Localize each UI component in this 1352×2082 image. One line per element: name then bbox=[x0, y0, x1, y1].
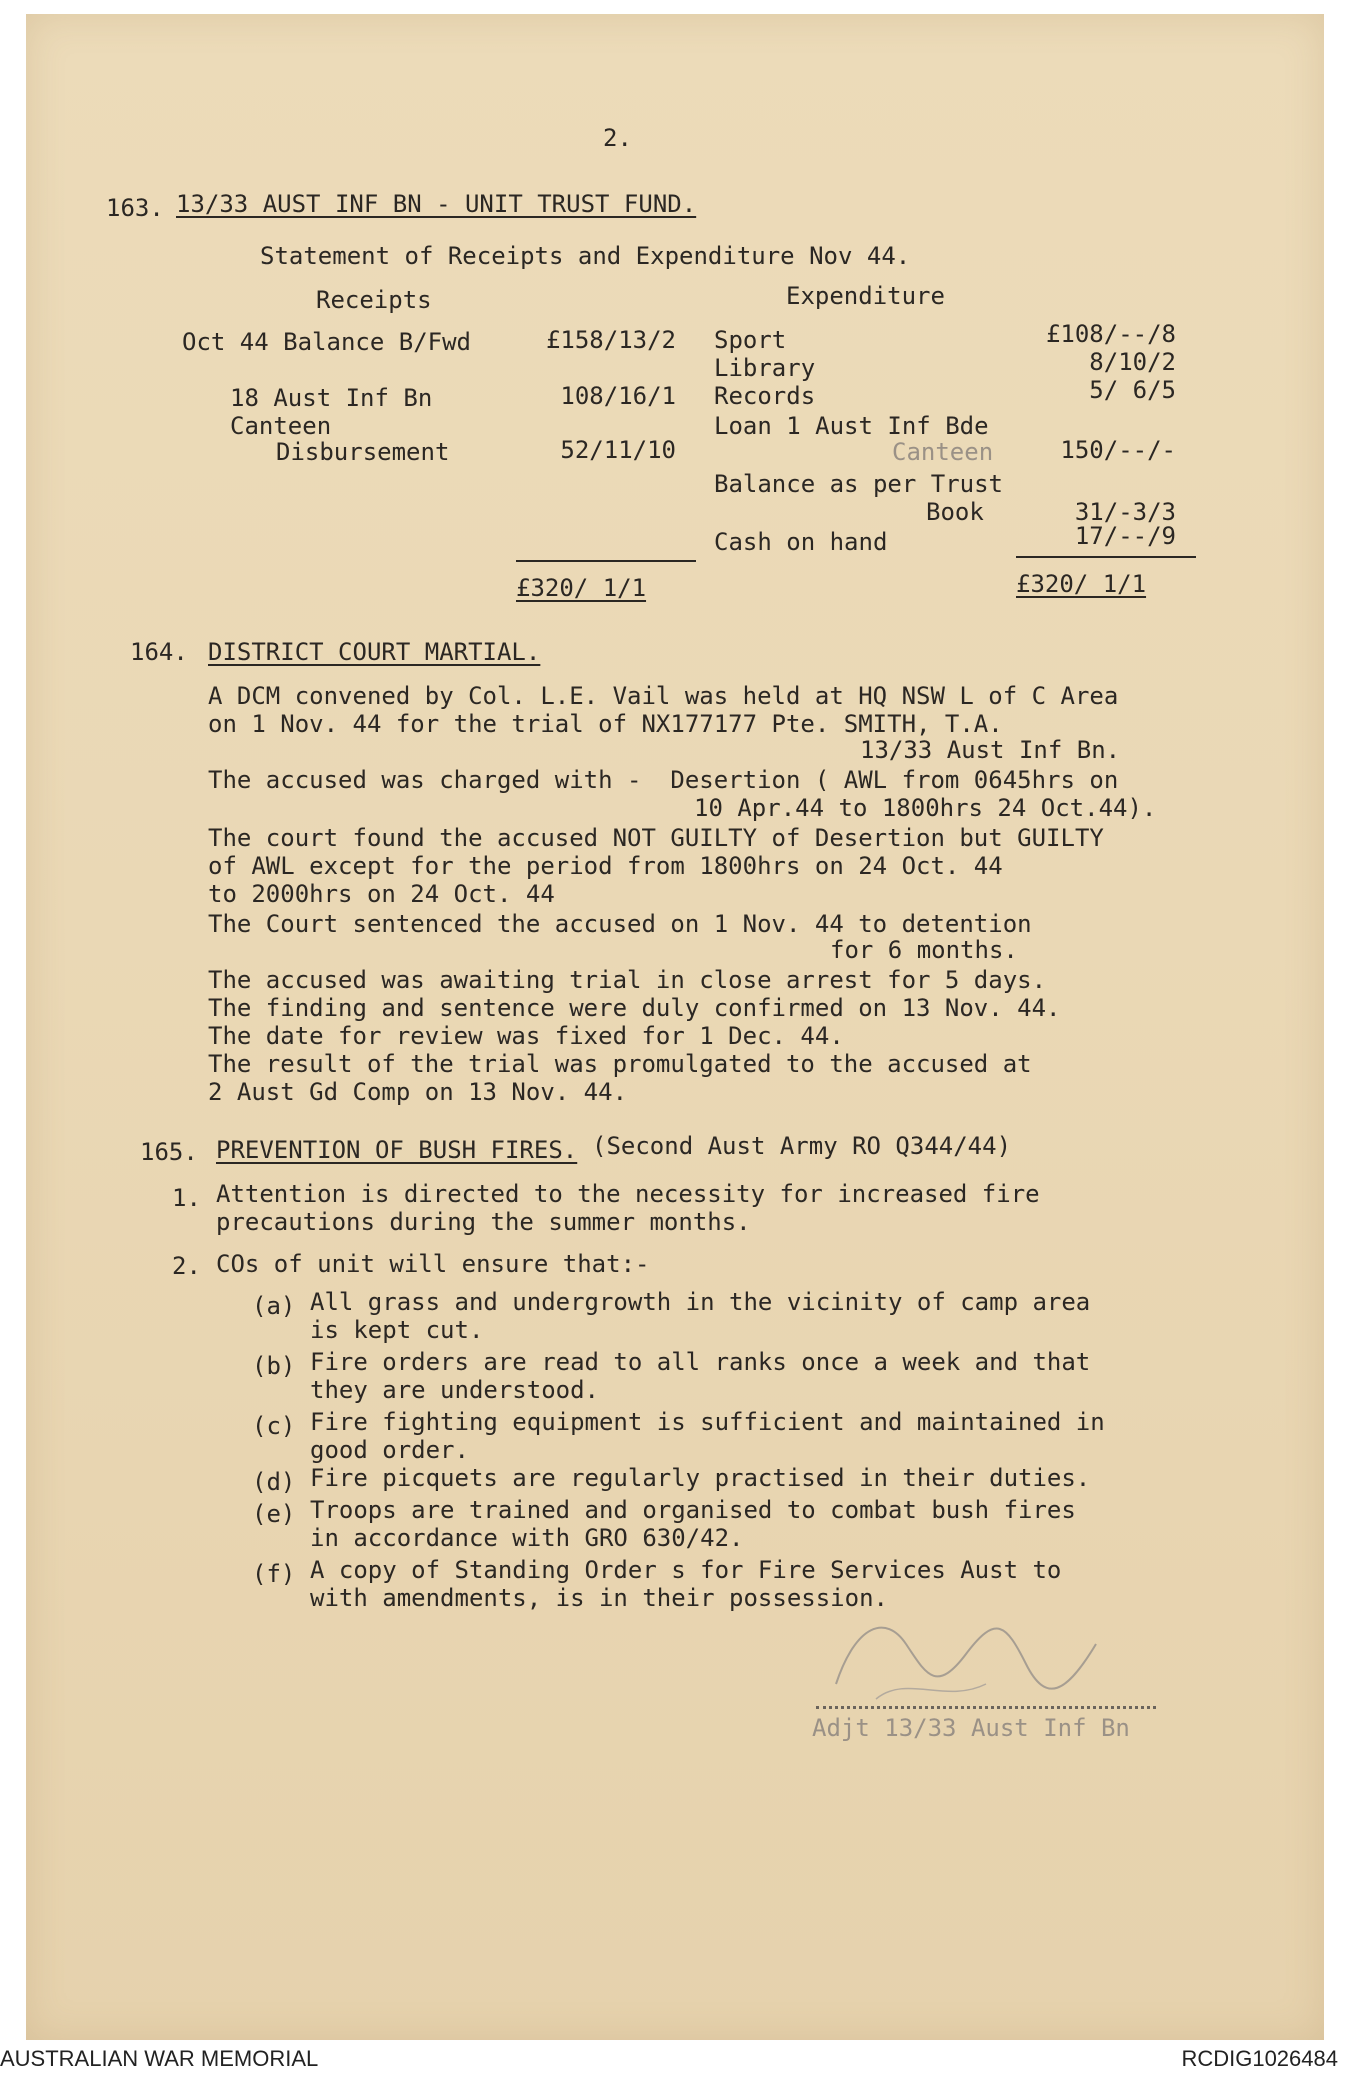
item-letter: (f) bbox=[252, 1560, 296, 1588]
expenditure-label: Loan 1 Aust Inf Bde bbox=[714, 412, 989, 440]
body-line: precautions during the summer months. bbox=[216, 1208, 751, 1236]
expenditure-amount: 8/10/2 bbox=[1089, 348, 1176, 376]
receipts-total: £320/ 1/1 bbox=[516, 574, 647, 602]
item-letter: (c) bbox=[252, 1412, 296, 1440]
receipt-label: Canteen bbox=[230, 412, 332, 440]
signature-block: Adjt 13/33 Aust Inf Bn bbox=[812, 1714, 1130, 1742]
expenditure-label: Records bbox=[714, 382, 816, 410]
section-reference: (Second Aust Army RO Q344/44) bbox=[592, 1132, 1012, 1160]
expenditure-amount: 31/-3/3 bbox=[1074, 498, 1176, 526]
section-title: DISTRICT COURT MARTIAL. bbox=[208, 638, 541, 666]
body-line: Attention is directed to the necessity for increased fire bbox=[216, 1180, 1040, 1208]
total-rule bbox=[516, 560, 696, 562]
item-line: Troops are trained and organised to combat bush fires bbox=[310, 1496, 1076, 1524]
body-line: The result of the trial was promulgated to the accused at bbox=[208, 1050, 1032, 1078]
expenditure-amount: £108/--/8 bbox=[1045, 320, 1176, 348]
section-title: PREVENTION OF BUSH FIRES. bbox=[216, 1136, 578, 1164]
expenditure-label: Sport bbox=[714, 326, 787, 354]
body-line: The date for review was fixed for 1 Dec. 44. bbox=[208, 1022, 844, 1050]
body-line: The finding and sentence were duly confirmed on 13 Nov. 44. bbox=[208, 994, 1061, 1022]
receipt-label: Oct 44 Balance B/Fwd bbox=[182, 328, 471, 356]
paragraph-number: 2. bbox=[172, 1252, 201, 1280]
expenditure-total: £320/ 1/1 bbox=[1016, 570, 1147, 598]
item-line: is kept cut. bbox=[310, 1316, 484, 1344]
item-letter: (e) bbox=[252, 1500, 296, 1528]
expenditure-label: Book bbox=[926, 498, 984, 526]
item-line: in accordance with GRO 630/42. bbox=[310, 1524, 744, 1552]
signature-line bbox=[816, 1706, 1156, 1709]
item-line: All grass and undergrowth in the vicinity of camp area bbox=[310, 1288, 1091, 1316]
body-line: for 6 months. bbox=[830, 936, 1018, 964]
item-letter: (d) bbox=[252, 1468, 296, 1496]
receipts-header: Receipts bbox=[316, 286, 432, 314]
section-title: 13/33 AUST INF BN - UNIT TRUST FUND. bbox=[176, 190, 697, 218]
item-line: with amendments, is in their possession. bbox=[310, 1584, 888, 1612]
expenditure-label: Cash on hand bbox=[714, 528, 888, 556]
item-line: they are understood. bbox=[310, 1376, 599, 1404]
footer-right: RCDIG1026484 bbox=[1181, 2046, 1338, 2071]
body-line: The court found the accused NOT GUILTY of Desertion but GUILTY bbox=[208, 824, 1104, 852]
receipt-amount: 108/16/1 bbox=[560, 382, 676, 410]
expenditure-label: Balance as per Trust bbox=[714, 470, 1003, 498]
body-line: The accused was awaiting trial in close arrest for 5 days. bbox=[208, 966, 1047, 994]
item-line: good order. bbox=[310, 1436, 469, 1464]
document-page bbox=[26, 14, 1324, 2040]
receipt-amount: 52/11/10 bbox=[560, 436, 676, 464]
statement-heading: Statement of Receipts and Expenditure Nov 44. bbox=[260, 242, 911, 270]
expenditure-amount: 150/--/- bbox=[1060, 436, 1176, 464]
body-line: 10 Apr.44 to 1800hrs 24 Oct.44). bbox=[694, 794, 1157, 822]
item-line: Fire picquets are regularly practised in their duties. bbox=[310, 1464, 1091, 1492]
body-line: to 2000hrs on 24 Oct. 44 bbox=[208, 880, 555, 908]
section-number: 163. bbox=[106, 194, 164, 222]
receipt-label: Disbursement bbox=[276, 438, 450, 466]
body-line: COs of unit will ensure that:- bbox=[216, 1250, 650, 1278]
body-line: A DCM convened by Col. L.E. Vail was held at HQ NSW L of C Area bbox=[208, 682, 1119, 710]
expenditure-header: Expenditure bbox=[786, 282, 945, 310]
body-line: of AWL except for the period from 1800hrs on 24 Oct. 44 bbox=[208, 852, 1003, 880]
section-number: 164. bbox=[130, 638, 188, 666]
expenditure-amount: 5/ 6/5 bbox=[1089, 376, 1176, 404]
item-line: A copy of Standing Order s for Fire Services Aust to bbox=[310, 1556, 1062, 1584]
item-letter: (a) bbox=[252, 1292, 296, 1320]
paragraph-number: 1. bbox=[172, 1184, 201, 1212]
item-letter: (b) bbox=[252, 1352, 296, 1380]
page-number: 2. bbox=[603, 124, 632, 152]
total-rule bbox=[1016, 556, 1196, 558]
body-line: The Court sentenced the accused on 1 Nov. 44 to detention bbox=[208, 910, 1032, 938]
body-line: on 1 Nov. 44 for the trial of NX177177 Pte. SMITH, T.A. bbox=[208, 710, 1003, 738]
item-line: Fire fighting equipment is sufficient and maintained in bbox=[310, 1408, 1105, 1436]
expenditure-label: Canteen bbox=[892, 438, 994, 466]
footer-left: AUSTRALIAN WAR MEMORIAL bbox=[0, 2046, 319, 2071]
expenditure-amount: 17/--/9 bbox=[1074, 522, 1176, 550]
section-number: 165. bbox=[140, 1138, 198, 1166]
receipt-label: 18 Aust Inf Bn bbox=[230, 384, 433, 412]
signature bbox=[816, 1604, 1116, 1714]
body-line: 2 Aust Gd Comp on 13 Nov. 44. bbox=[208, 1078, 628, 1106]
body-line: 13/33 Aust Inf Bn. bbox=[860, 736, 1121, 764]
body-line: The accused was charged with - Desertion ( AWL from 0645hrs on bbox=[208, 766, 1119, 794]
receipt-amount: £158/13/2 bbox=[545, 326, 676, 354]
expenditure-label: Library bbox=[714, 354, 816, 382]
item-line: Fire orders are read to all ranks once a week and that bbox=[310, 1348, 1091, 1376]
